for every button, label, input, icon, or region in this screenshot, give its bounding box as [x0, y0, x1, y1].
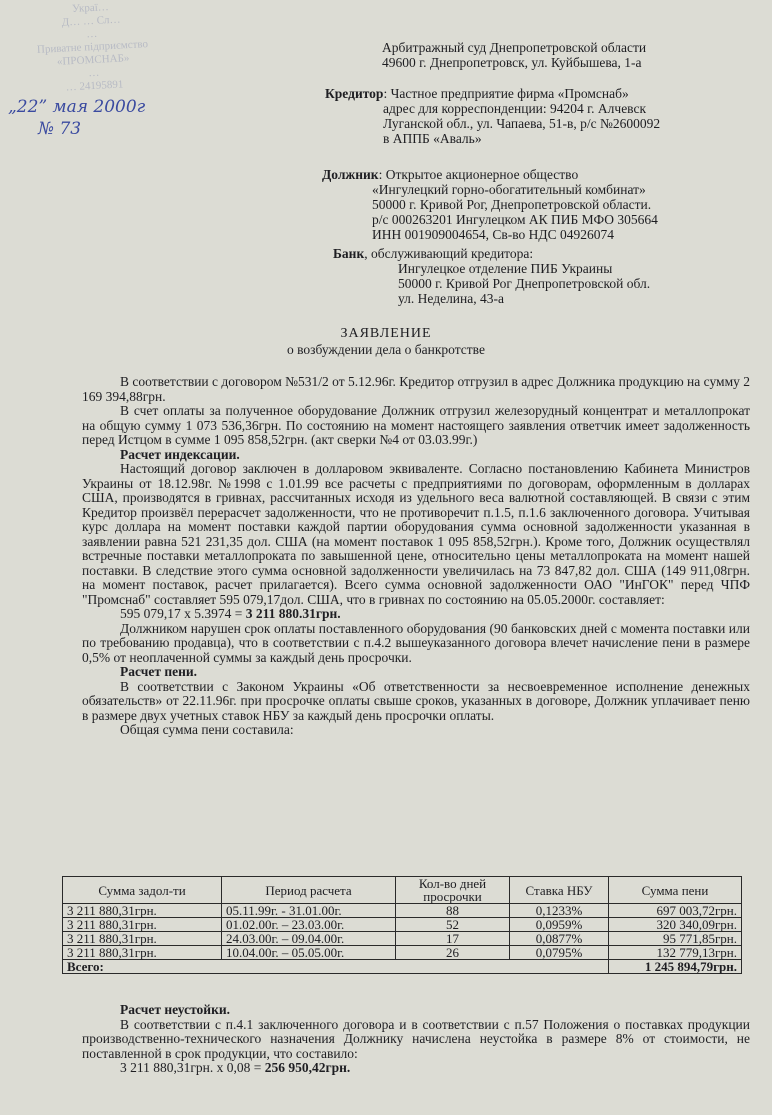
- stamp-line: Украї…: [71, 1, 110, 16]
- paragraph: В счет оплаты за полученное оборудование Должник отгрузил железорудный концентрат и металлопрокат на общую сумму 1 073 536,36грн. По состоянию на момент настоящего заявления ответчик имеет задолженность перед Истцом в сумме 1 095 858,52грн. (акт сверки №4 от 03.03.99г.): [82, 403, 750, 447]
- bank-block: [333, 246, 650, 306]
- stamp-line: …: [88, 66, 100, 80]
- debtor-label: Должник: [322, 167, 379, 182]
- creditor-line: в АППБ «Аваль»: [383, 131, 482, 146]
- creditor-block: [325, 86, 660, 146]
- stamp-line: …: [85, 27, 98, 41]
- paragraph: В соответствии с Законом Украины «Об ответственности за несвоевременное исполнение денежных обязательств» от 22.11.96г. при просрочке оплаты свыше сроков, указанных в договоре, Должник уплачивает пеню в размере двух учетных ставок НБУ за каждый день просрочки оплаты.: [82, 678, 750, 723]
- paragraph: В соответствии с п.4.1 заключенного договора и в соответствии с п.57 Положения о поставках продукции производственно-технического назначения Должнику начислена неустойка в размере 8% от стоимости, не поставленной в срок продукции, что составило:: [82, 1016, 750, 1061]
- creditor-line: адрес для корреспонденции: 94204 г. Алчевск: [383, 101, 647, 116]
- paragraph: Должником нарушен срок оплаты поставленного оборудования (90 банковских дней с момента поставки или по требованию продавца), что в соответствии с п.4.2 вышеуказанного договора влечет начисление пени в размере 0,5% от неоплаченной суммы за каждый день просрочки.: [82, 620, 750, 665]
- table-cell: 26: [396, 946, 510, 960]
- table-cell: 0,0795%: [510, 946, 609, 960]
- table-row: [63, 932, 742, 946]
- stamp-line: Д… … Сл…: [61, 13, 121, 29]
- paragraph: В соответствии с договором №531/2 от 5.12.96г. Кредитор отгрузил в адрес Должника продукцию на сумму 2 169 394,88грн.: [82, 374, 750, 404]
- bank-caption: , обслуживающий кредитора:: [364, 246, 534, 261]
- table-cell: 320 340,09грн.: [609, 918, 742, 932]
- table-cell: 132 779,13грн.: [609, 946, 742, 960]
- table-total-label: Всего:: [63, 960, 609, 974]
- bank-line: ул. Неделина, 43-а: [398, 291, 504, 306]
- table-header: Сумма пени: [609, 877, 742, 904]
- table-cell: 01.02.00г. – 23.03.00г.: [222, 918, 396, 932]
- formula: [82, 607, 750, 622]
- paragraph: Настоящий договор заключен в долларовом эквиваленте. Согласно постановлению Кабинета Министров Украины от 18.12.98г. №1998 с 1.01.99 все расчеты с предприятиями по договорам, оформленным в долларах США, производятся в гривнах, рассчитанных исходя из удельного веса валютной составляющей. В связи с этим Кредитор произвёл перерасчет задолженности, что не противоречит п.1.5, п.1.6 заключенного договора. Учитывая курс доллара на момент поставки каждой партии оборудования сумма основной задолженности указанная в заявлении равна 521 231,35 дол. США (на момент поставок 1 095 858,52грн.). Кроме того, Должник осуществлял встречные поставки металлопроката по завышенной цене, относительно цены металлопроката на момент нашей поставки. В следствие этого сумма основной задолженности увеличилась на 73 847,82 дол. США (149 911,08грн. на момент поставок, расчет прилагается). Всего сумма основной задолженности ОАО "ИнГОК" перед ЧПФ "Промснаб" составляет 595 079,17дол. США, что в гривнах по состоянию на 05.05.2000г. составляет:: [82, 461, 750, 607]
- handwritten-number: № 73: [38, 119, 82, 139]
- table-header: Период расчета: [222, 877, 396, 904]
- document-body: [82, 375, 750, 738]
- court-address: [382, 40, 646, 70]
- table-total-value: 1 245 894,79грн.: [609, 960, 742, 974]
- stamp-line: … 24195891: [65, 78, 124, 94]
- table-cell: 0,1233%: [510, 904, 609, 918]
- table-total-row: [63, 960, 742, 974]
- table-cell: 0,0877%: [510, 932, 609, 946]
- table-cell: 0,0959%: [510, 918, 609, 932]
- document-body-end: [82, 1003, 750, 1076]
- debtor-line: 50000 г. Кривой Рог, Днепропетровской области.: [372, 197, 652, 212]
- formula-expression: 595 079,17 x 5.3974 =: [120, 606, 246, 621]
- table-cell: 95 771,85грн.: [609, 932, 742, 946]
- stamp-line: Приватне підприємство: [36, 38, 149, 56]
- table-row: [63, 904, 742, 918]
- court-name: Арбитражный суд Днепропетровской области: [382, 40, 647, 55]
- table-cell: 3 211 880,31грн.: [63, 932, 222, 946]
- debtor-name: : Открытое акционерное общество: [378, 167, 579, 182]
- table-row: [63, 946, 742, 960]
- debtor-block: [322, 167, 658, 242]
- formula-result: 256 950,42грн.: [264, 1060, 351, 1075]
- formula: [82, 1061, 750, 1076]
- formula-result: 3 211 880.31грн.: [245, 606, 341, 621]
- table-cell: 10.04.00г. – 05.05.00г.: [222, 946, 396, 960]
- document-subtitle: о возбуждении дела о банкротстве: [287, 342, 485, 357]
- section-heading: Расчет неустойки.: [120, 1002, 231, 1017]
- creditor-name: : Частное предприятие фирма «Промснаб»: [383, 86, 629, 101]
- creditor-line: Луганской обл., ул. Чапаева, 51-в, р/с №2600092: [383, 116, 661, 131]
- bank-label: Банк: [333, 246, 365, 261]
- table-cell: 3 211 880,31грн.: [63, 904, 222, 918]
- debtor-line: ИНН 001909004654, Св-во НДС 04926074: [372, 227, 614, 242]
- table-cell: 88: [396, 904, 510, 918]
- table-cell: 17: [396, 932, 510, 946]
- bank-line: 50000 г. Кривой Рог Днепропетровской обл.: [398, 276, 651, 291]
- bank-line: Ингулецкое отделение ПИБ Украины: [398, 261, 613, 276]
- table-caption: Общая сумма пени составила:: [120, 722, 294, 737]
- section-heading: Расчет пени.: [120, 664, 198, 679]
- table-header: Кол-во дней просрочки: [396, 877, 510, 904]
- table-row: [63, 918, 742, 932]
- table-header-row: [63, 877, 742, 904]
- formula-expression: 3 211 880,31грн. x 0,08 =: [120, 1060, 265, 1075]
- handwritten-date: [8, 96, 145, 140]
- table-cell: 697 003,72грн.: [609, 904, 742, 918]
- document-title: ЗАЯВЛЕНИЕ: [340, 326, 432, 341]
- table-header: Ставка НБУ: [510, 877, 609, 904]
- table-cell: 24.03.00г. – 09.04.00г.: [222, 932, 396, 946]
- court-street: 49600 г. Днепропетровск, ул. Куйбышева, 1-а: [382, 55, 642, 70]
- table-header: Сумма задол-ти: [63, 877, 222, 904]
- debtor-line: «Ингулецкий горно-обогатительный комбинат»: [372, 182, 646, 197]
- stamp-line: «ПРОМСНАБ»: [56, 52, 130, 68]
- table-cell: 52: [396, 918, 510, 932]
- debtor-line: р/с 000263201 Ингулецком АК ПИБ МФО 305664: [372, 212, 658, 227]
- creditor-label: Кредитор: [325, 86, 384, 101]
- table-cell: 3 211 880,31грн.: [63, 918, 222, 932]
- section-heading: Расчет индексации.: [120, 446, 240, 462]
- penalty-table: [62, 876, 742, 974]
- table-cell: 05.11.99г. - 31.01.00г.: [222, 904, 396, 918]
- table-cell: 3 211 880,31грн.: [63, 946, 222, 960]
- handwritten-date-text: „22” мая 2000г: [8, 97, 146, 117]
